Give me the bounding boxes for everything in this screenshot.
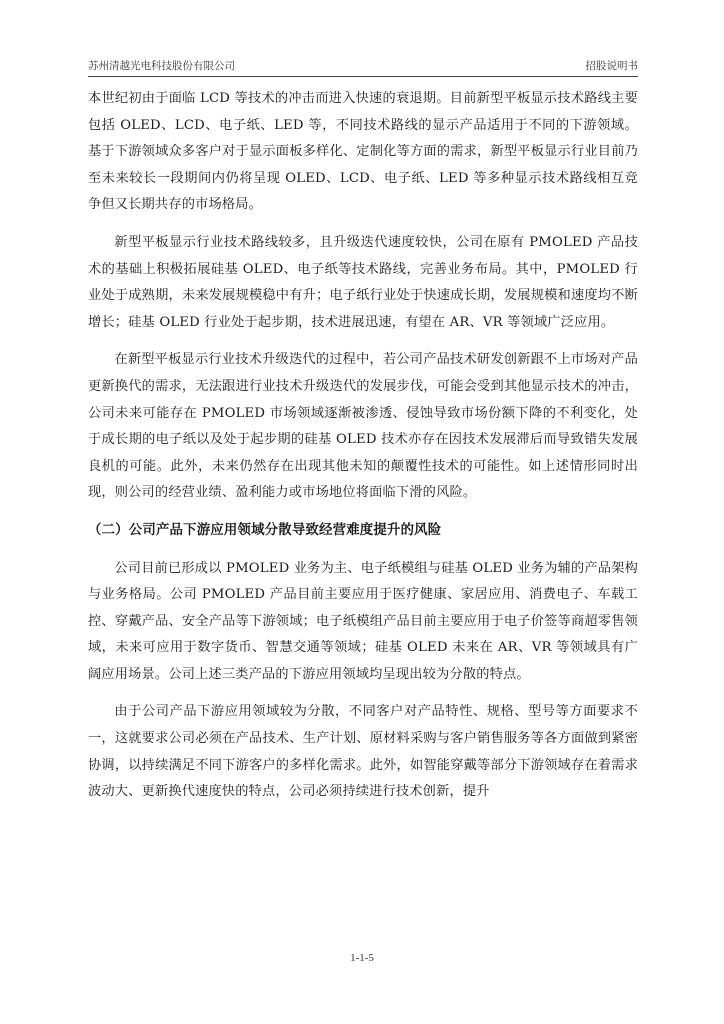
header-company-name: 苏州清越光电科技股份有限公司 [88, 60, 235, 72]
paragraph-technology-routes: 新型平板显示行业技术路线较多，且升级迭代速度较快，公司在原有 PMOLED 产品技术的基础上积极拓展硅基 OLED、电子纸等技术路线，完善业务布局。其中，PMOLED 行业处于成熟期，未来发展规模稳中有升；电子纸行业处于快速成长期，发展规模和速度均不断增长；硅基 OLED 行业处于起步期，技术进展迅速，有望在 AR、VR 等领域广泛应用。 [88, 234, 638, 330]
section-heading: （二）公司产品下游应用领域分散导致经营难度提升的风险 [88, 522, 442, 538]
paragraph-continuation: 本世纪初由于面临 LCD 等技术的冲击而进入快速的衰退期。目前新型平板显示技术路线主要包括 OLED、LCD、电子纸、LED 等，不同技术路线的显示产品适用于不同的下游领域。基于下游领域众多客户对于显示面板多样化、定制化等方面的需求，新型平板显示行业目前乃至未来较长一段期间内仍将呈现 OLED、LCD、电子纸、LED 等多种显示技术路线相互竞争但又长期共存的市场格局。 [88, 91, 638, 213]
paragraph-business-structure: 公司目前已形成以 PMOLED 业务为主、电子纸模组与硅基 OLED 业务为辅的产品架构与业务格局。公司 PMOLED 产品目前主要应用于医疗健康、家居应用、消费电子、车载工控、穿戴产品、安全产品等下游领域；电子纸模组产品目前主要应用于电子价签等商超零售领域，未来可应用于数字货币、智慧交通等领域；硅基 OLED 未来在 AR、VR 等领域具有广阔应用场景。公司上述三类产品的下游应用领域均呈现出较为分散的特点。 [88, 560, 638, 682]
paragraph-downstream-dispersion: 由于公司产品下游应用领域较为分散，不同客户对产品特性、规格、型号等方面要求不一，这就要求公司必须在产品技术、生产计划、原材料采购与客户销售服务等各方面做到紧密协调，以持续满足不同下游客户的多样化需求。此外，如智能穿戴等部分下游领域存在着需求波动大、更新换代速度快的特点，公司必须持续进行技术创新，提升 [88, 704, 638, 800]
header-divider [88, 76, 638, 77]
header-document-type: 招股说明书 [585, 60, 638, 72]
page-header [88, 58, 638, 74]
page-body [88, 86, 638, 806]
paragraph-upgrade-risk: 在新型平板显示行业技术升级迭代的过程中，若公司产品技术研发创新跟不上市场对产品更新换代的需求，无法跟进行业技术升级迭代的发展步伐，可能会受到其他显示技术的冲击，公司未来可能存在 PMOLED 市场领域逐渐被渗透、侵蚀导致市场份额下降的不利变化，处于成长期的电子纸以及处于起步期的硅基 OLED 技术亦存在因技术发展滞后而导致错失发展良机的可能。此外，未来仍然存在出现其他未知的颠覆性技术的可能性。如上述情形同时出现，则公司的经营业绩、盈利能力或市场地位将面临下滑的风险。 [88, 352, 638, 501]
page-number: 1-1-5 [350, 952, 374, 964]
